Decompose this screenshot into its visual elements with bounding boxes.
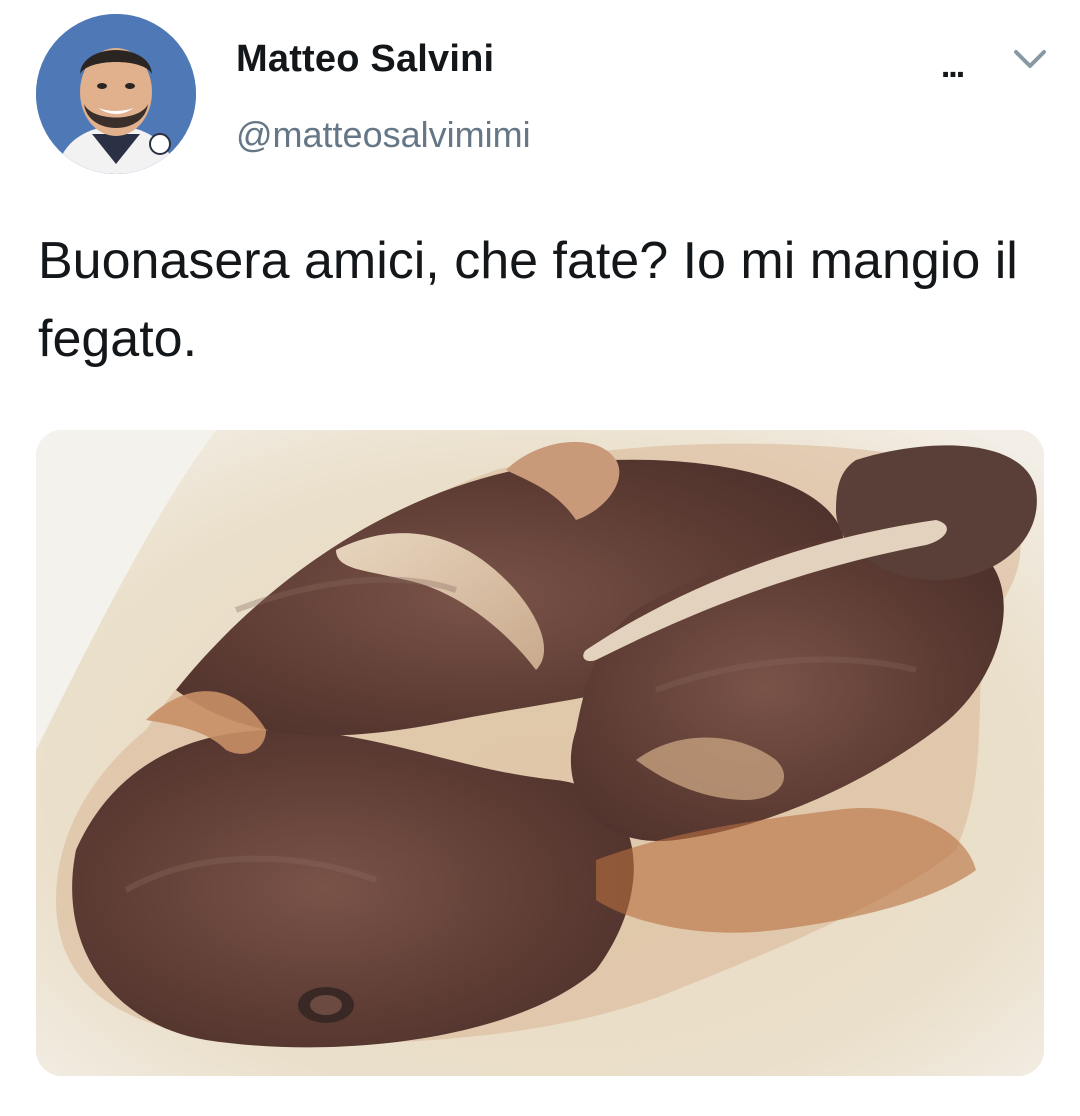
author-handle[interactable]: @matteosalvimimi <box>236 114 531 155</box>
food-photo <box>36 430 1044 1076</box>
tweet-text: Buonasera amici, che fate? Io mi mangio il fegato. <box>38 232 1018 368</box>
avatar-portrait-icon <box>36 14 196 174</box>
chevron-down-icon[interactable] <box>1010 44 1050 74</box>
tweet-media-photo[interactable] <box>36 430 1044 1076</box>
more-icon[interactable]: ... <box>940 47 964 85</box>
author-name[interactable]: Matteo Salvini <box>236 38 495 80</box>
avatar[interactable] <box>36 14 196 174</box>
